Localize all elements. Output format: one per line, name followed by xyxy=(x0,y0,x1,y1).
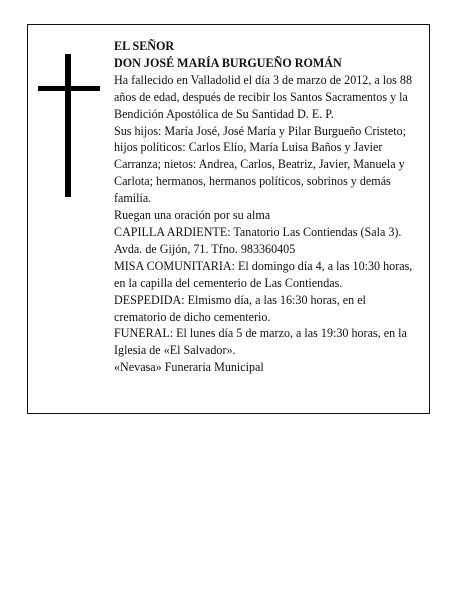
latin-cross-icon xyxy=(38,54,100,197)
funeral-service: FUNERAL: El lunes día 5 de marzo, a las 19:30 horas, en la Iglesia de «El Salvador». xyxy=(114,326,407,358)
deceased-name: DON JOSÉ MARÍA BURGUEÑO ROMÁN xyxy=(114,55,342,70)
prayer-request: Ruegan una oración por su alma xyxy=(114,208,271,223)
death-announcement: Ha fallecido en Valladolid el día 3 de marzo de 2012, a los 88 años de edad, después de recibir los Santos Sacramentos y la Bendición Apostólica de Su Santidad D. E. P. xyxy=(114,72,412,121)
notice-heading-title: EL SEÑOR xyxy=(114,39,175,53)
cross-vertical-bar xyxy=(65,54,71,197)
funeral-home: «Nevasa» Funeraria Municipal xyxy=(114,360,264,375)
family-members: Sus hijos: María José, José María y Pilar Burgueño Cristeto; hijos políticos: Carlos Elío, María Luisa Baños y Javier Carranza; nietos: Andrea, Carlos, Beatriz, Javier, Manuela y Carlota; hermanos, hermanos políticos, sobrinos y demás familia. xyxy=(114,123,407,206)
wake-location: CAPILLA ARDIENTE: Tanatorio Las Contiendas (Sala 3). Avda. de Gijón, 71. Tfno. 983360405 xyxy=(114,224,402,256)
obituary-text xyxy=(114,38,419,376)
farewell-ceremony: DESPEDIDA: Elmismo día, a las 16:30 horas, en el crematorio de dicho cementerio. xyxy=(114,292,366,324)
community-mass: MISA COMUNITARIA: El domingo día 4, a las 10:30 horas, en la capilla del cementerio de Las Contiendas. xyxy=(114,258,413,290)
cross-horizontal-bar xyxy=(38,86,100,91)
